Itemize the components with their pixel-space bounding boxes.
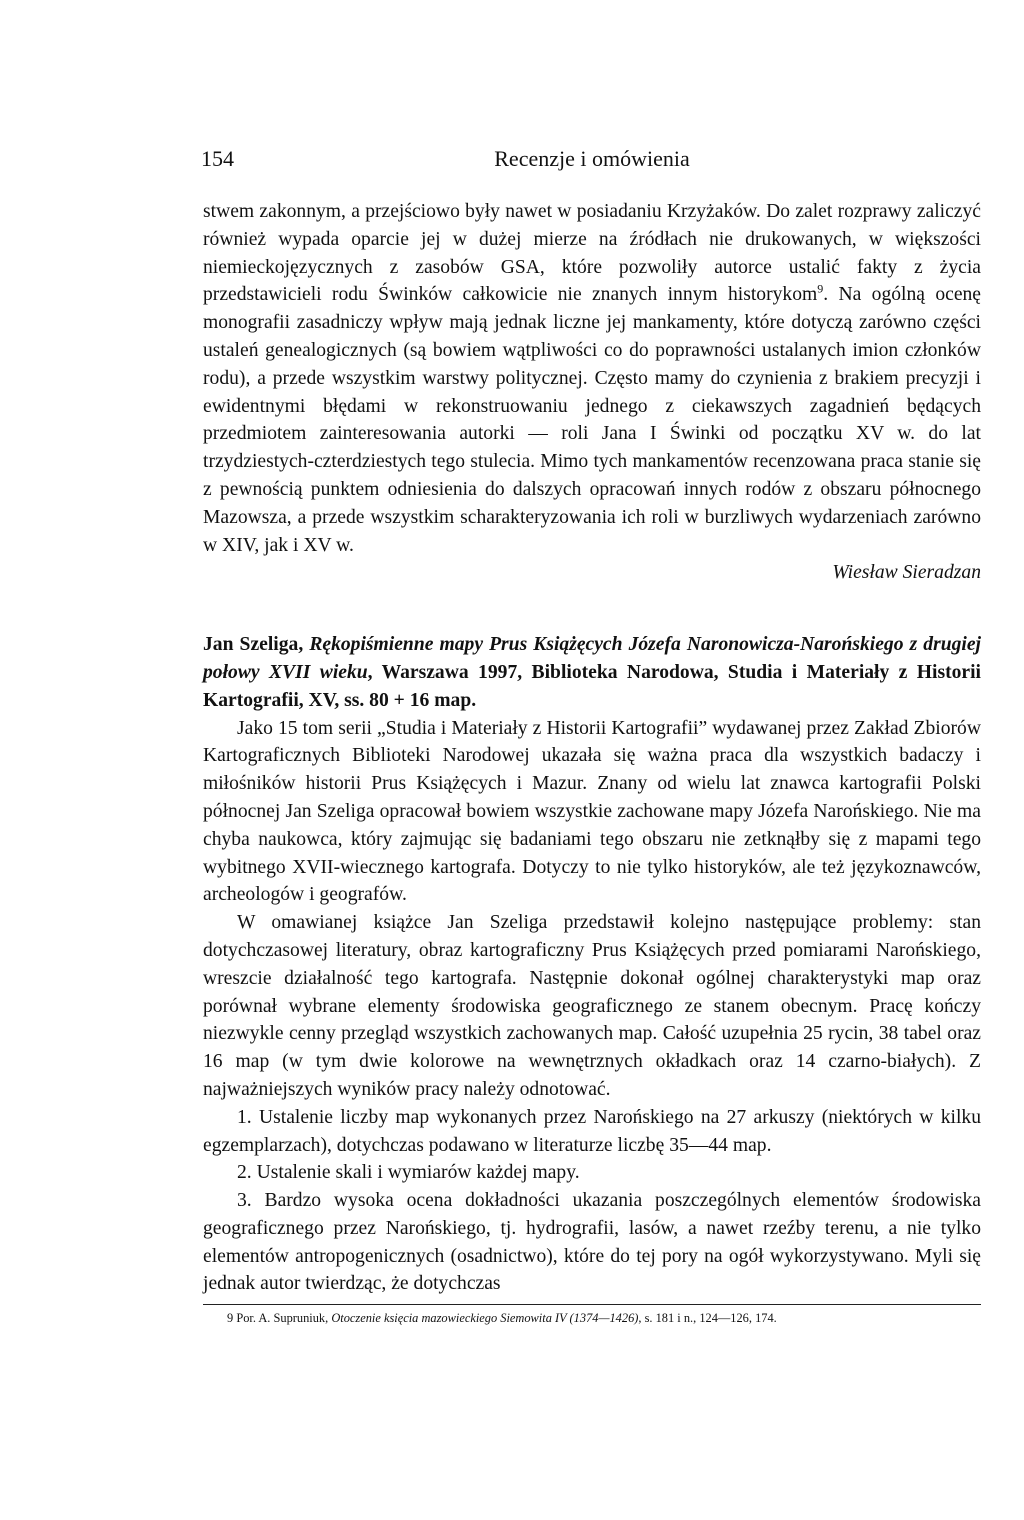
- review-bibliographic-heading: [203, 631, 981, 714]
- running-title: Recenzje i omówienia: [494, 146, 690, 171]
- review-signature: Wiesław Sieradzan: [832, 562, 981, 584]
- reviewed-publication-details: , Warszawa 1997, Biblioteka Narodowa, Studia i Materiały z Historii Kartografii, XV, ss. 80 + 16 map.: [203, 661, 981, 711]
- page-number: 154: [201, 146, 234, 171]
- findings-list-item: 1. Ustalenie liczby map wykonanych przez Narońskiego na 27 arkuszy (niektórych w kilku egzemplarzach), dotychczas podawano w literaturze liczbę 35—44 map.: [203, 1106, 981, 1156]
- reviewed-author: Jan Szeliga,: [203, 634, 310, 656]
- footnote-number: 9: [227, 1311, 234, 1326]
- review-body: [203, 715, 981, 1299]
- previous-review-paragraph: [203, 198, 981, 559]
- footnote-reference[interactable]: 9: [817, 281, 824, 296]
- footnote-cited-title: Otoczenie księcia mazowieckiego Siemowita IV (1374—1426): [331, 1311, 639, 1326]
- document-page: [203, 140, 981, 1327]
- page-header: [203, 140, 981, 180]
- review-paragraph: Jako 15 tom serii „Studia i Materiały z Historii Kartografii” wydawanej przez Zakład Zbiorów Kartograficznych Biblioteki Narodowej ukazała się ważna praca dla wszystkich badaczy i miłośników historii Prus Książęcych i Mazur. Znany od wielu lat znawca kartografii Polski północnej Jan Szeliga opracował bowiem wszystkie zachowane mapy Józefa Narońskiego. Nie ma chyba naukowca, który zajmując się badaniami tego obszaru nie zetknąłby się z mapami tego wybitnego XVII-wiecznego kartografa. Dotyczy to nie tylko historyków, ale też językoznawców, archeologów i geografów.: [203, 717, 981, 906]
- previous-review-body: [203, 198, 981, 587]
- paragraph-text-continued: . Na ogólną ocenę monografii zasadniczy wpływ mają jednak liczne jej mankamenty, które dotyczą zarówno części ustaleń genealogicznych (są bowiem wątpliwości co do poprawności ustalanych imion członków rodu), a przede wszystkim warstwy politycznej. Często mamy do czynienia z brakiem precyzji i ewidentnymi błędami w rekonstruowaniu jednego z ciekawszych zagadnień będących przedmiotem zainteresowania autorki — roli Jana I Świnki od początku XV w. do lat trzydziestych-czterdziestych tego stulecia. Mimo tych mankamentów recenzowana praca stanie się z pewnością punktem odniesienia do dalszych opracowań innych rodów z obszaru północnego Mazowsza, a przede wszystkim scharakteryzowania ich roli w burzliwych wydarzeniach zarówno w XIV, jak i XV w.: [203, 284, 982, 556]
- footnote-divider: [203, 1304, 981, 1305]
- review-paragraph: W omawianej książce Jan Szeliga przedstawił kolejno następujące problemy: stan dotychczasowej literatury, obraz kartograficzny Prus Książęcych przed pomiarami Narońskiego, wreszcie działalność tego kartografa. Następnie dokonał ogólnej charakterystyki map oraz porównał wybrane elementy środowiska geograficznego ze stanem obecnym. Pracę kończy niezwykle cenny przegląd wszystkich zachowanych map. Całość uzupełnia 25 rycin, 38 tabel oraz 16 map (w tym dwie kolorowe na wewnętrznych okładkach oraz 14 czarno-białych). Z najważniejszych wyników pracy należy odnotować.: [203, 912, 981, 1100]
- footnote: [203, 1309, 981, 1327]
- footnote-tail: , s. 181 i n., 124—126, 174.: [638, 1311, 777, 1326]
- findings-list-item: 2. Ustalenie skali i wymiarów każdej mapy.: [237, 1162, 580, 1184]
- reviewed-title: Rękopiśmienne mapy Prus Książęcych Józefa Naronowicza-Narońskiego z drugiej połowy XVII wieku: [203, 634, 981, 683]
- footnote-lead: Por. A. Supruniuk,: [236, 1311, 332, 1326]
- findings-list-item: 3. Bardzo wysoka ocena dokładności ukazania poszczególnych elementów środowiska geograficznego przez Narońskiego, tj. hydrografii, lasów, a nawet rzeźby terenu, a nie tylko elementów antropogenicznych (osadnictwo), które do tej pory na ogół wykorzystywano. Myli się jednak autor twierdząc, że dotychczas: [203, 1190, 981, 1295]
- paragraph-text: stwem zakonnym, a przejściowo były nawet w posiadaniu Krzyżaków. Do zalet rozprawy zaliczyć również wypada oparcie jej w dużej mierze na źródłach nie drukowanych, w większości niemieckojęzycznych z zasobów GSA, które pozwoliły autorce ustalić fakty z życia przedstawicieli rodu Świnków całkowicie nie znanych innym historykom: [203, 201, 981, 306]
